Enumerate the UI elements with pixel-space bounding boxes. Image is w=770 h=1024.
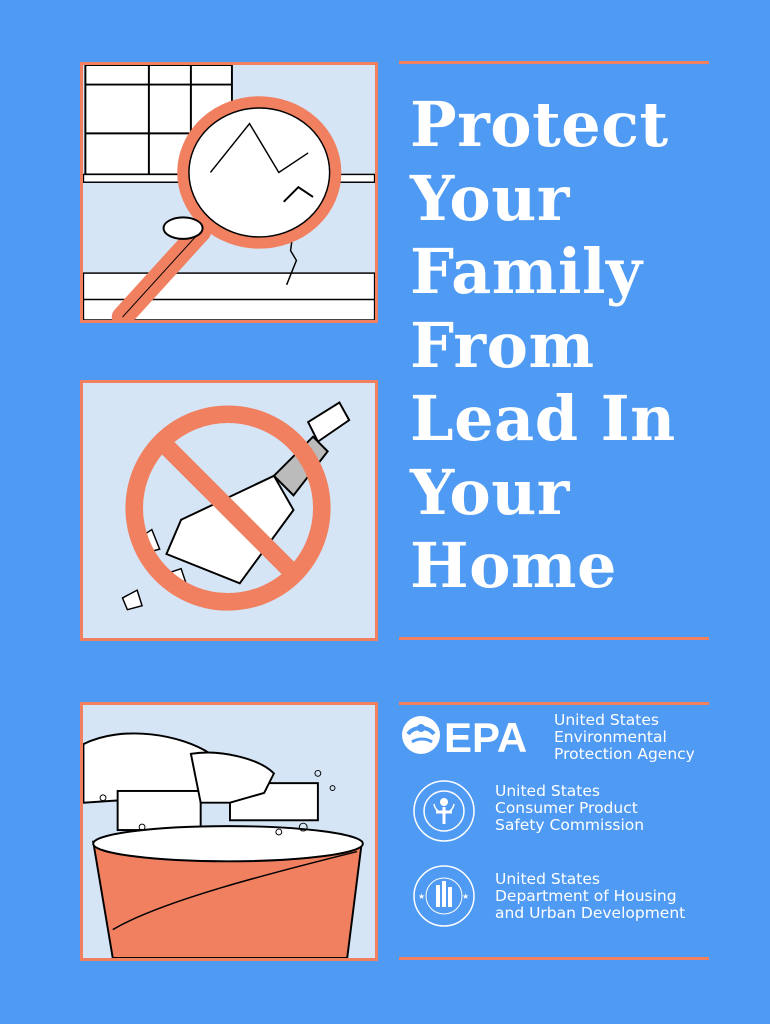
magnifier-illustration	[80, 62, 378, 323]
title-line: Protect	[410, 88, 669, 161]
washing-illustration	[80, 702, 378, 961]
no-scraping-illustration	[80, 380, 378, 641]
agency-line: and Urban Development	[495, 904, 686, 922]
agency-line: Department of Housing	[495, 887, 677, 905]
epa-logo-text: EPA	[444, 714, 528, 758]
cpsc-block	[400, 780, 730, 842]
title-line: Your	[410, 161, 570, 235]
magnifying-glass-icon	[83, 65, 375, 320]
epa-name	[554, 712, 695, 763]
divider-bottom	[399, 957, 709, 960]
bucket-sponge-icon	[83, 705, 375, 958]
cpsc-name	[495, 783, 644, 834]
divider-under-title	[399, 637, 709, 640]
title-line: Your	[410, 455, 570, 529]
title-line: Lead In	[410, 382, 676, 455]
page-title	[410, 88, 730, 603]
agency-line: United States	[495, 870, 600, 888]
epa-logo-icon	[400, 712, 545, 758]
agency-line: Safety Commission	[495, 816, 645, 834]
title-line: From	[410, 308, 595, 382]
agency-line: Protection Agency	[554, 745, 695, 763]
agency-line: Consumer Product	[495, 799, 638, 817]
title-line: Family	[410, 235, 643, 308]
hud-seal-icon	[400, 865, 484, 927]
hud-name	[495, 871, 685, 922]
divider-above-agencies	[399, 702, 709, 705]
svg-text:★: ★	[462, 892, 470, 901]
cpsc-seal-icon	[400, 780, 484, 842]
epa-block	[400, 712, 730, 762]
hud-block	[400, 865, 730, 927]
agency-line: United States	[495, 782, 600, 800]
no-scraping-icon	[83, 383, 375, 638]
svg-text:★: ★	[418, 892, 426, 901]
title-line: Home	[410, 529, 617, 602]
divider-top	[399, 61, 709, 64]
agency-line: United States	[554, 711, 659, 729]
agency-line: Environmental	[554, 728, 667, 746]
